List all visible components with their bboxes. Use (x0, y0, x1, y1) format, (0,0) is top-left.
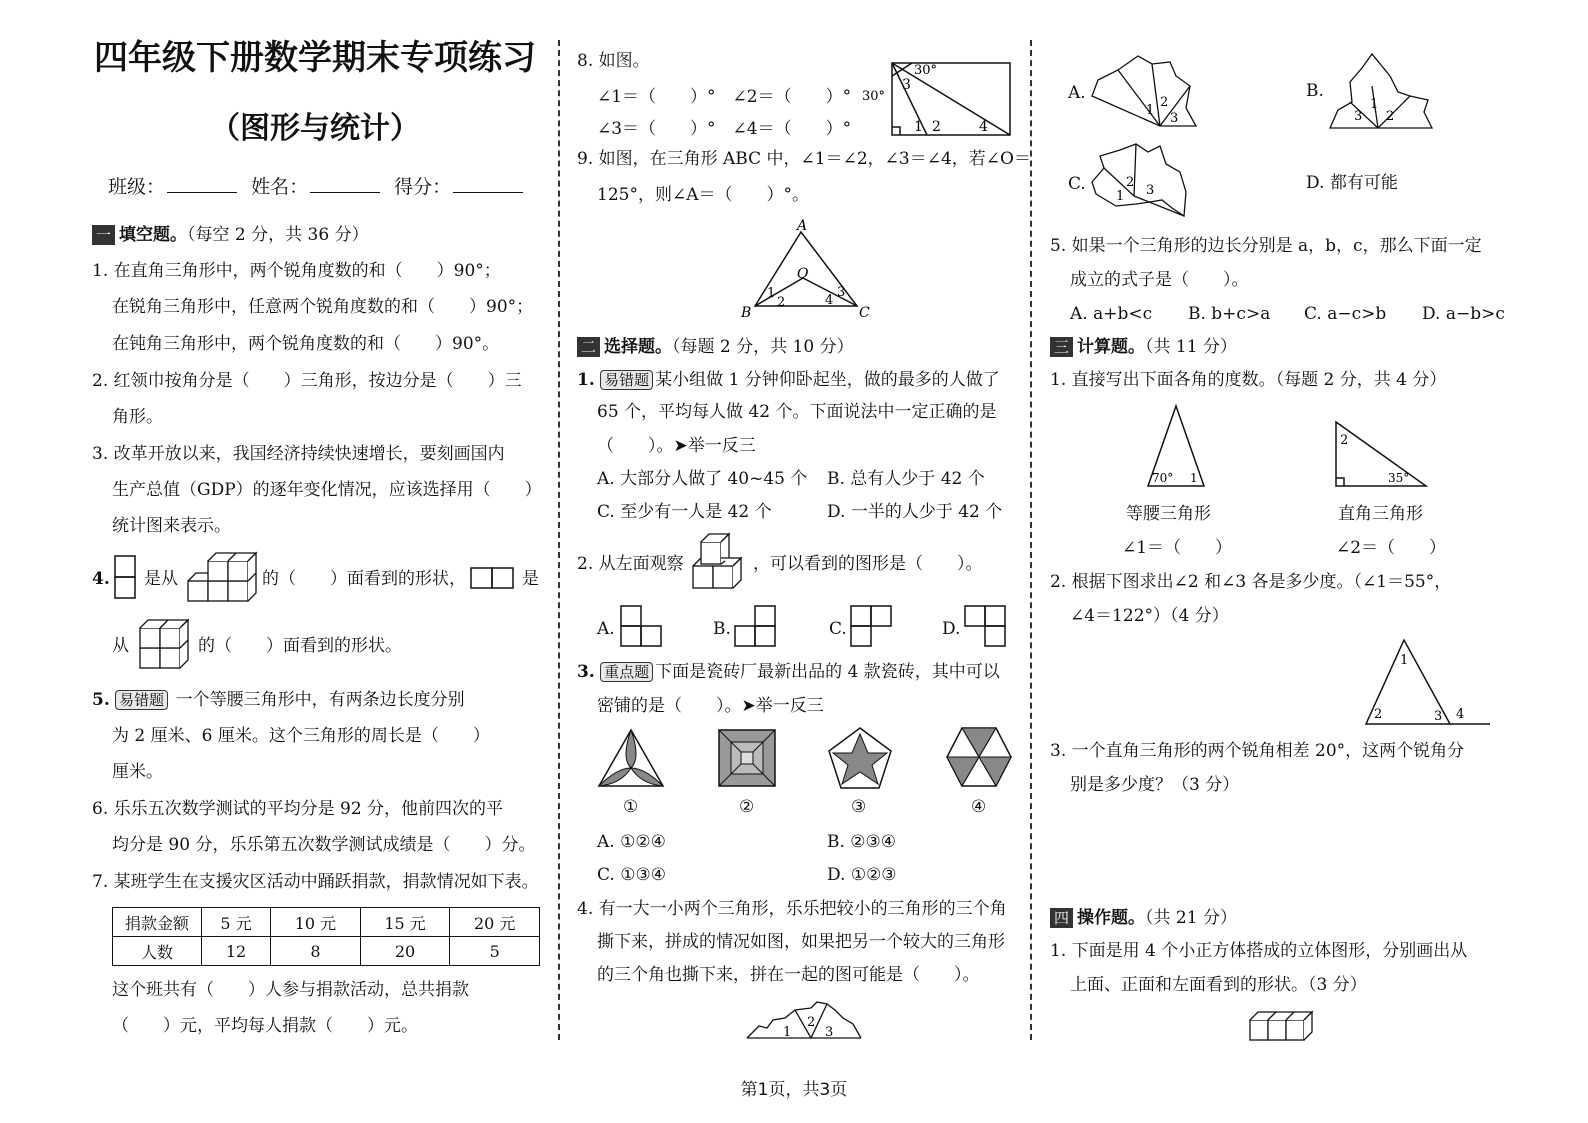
table-cell: 5 (450, 937, 540, 966)
k3-line1: 3. 一个直角三角形的两个锐角相差 20°，这两个锐角分 (1050, 741, 1465, 761)
c4-option-b-figure (1328, 52, 1438, 132)
k1-line1: 1. 直接写出下面各角的度数。（每题 2 分，共 4 分） (1050, 370, 1447, 390)
svg-text:1: 1 (1190, 471, 1198, 485)
svg-text:B: B (741, 305, 752, 321)
score-blank[interactable] (453, 192, 523, 193)
q8-rectangle-figure (862, 58, 1017, 138)
page-subtitle: （图形与统计） (210, 111, 420, 146)
q4-cube-stack-2 (138, 620, 194, 672)
q7-line2: 这个班共有（ ）人参与捐款活动，总共捐款 (112, 980, 469, 1000)
c5-option-d[interactable]: D. a−b>c (1422, 304, 1505, 324)
tile-label-4: ④ (971, 797, 987, 817)
k1-answer-1: ∠1＝（ ） (1122, 538, 1233, 558)
c5-line1: 5. 如果一个三角形的边长分别是 a，b，c，那么下面一定 (1050, 236, 1482, 256)
table-cell: 人数 (113, 937, 202, 966)
c1-option-a[interactable]: A. 大部分人做了 40~45 个 (597, 469, 808, 489)
svg-text:2: 2 (932, 119, 941, 135)
right-triangle-label: 直角三角形 (1338, 504, 1423, 524)
svg-text:A: A (797, 218, 808, 234)
c3-line1: 3. 重点题 下面是瓷砖厂最新出品的 4 款瓷砖，其中可以 (577, 662, 1000, 682)
table-header-row (113, 908, 540, 937)
column-divider-2 (1030, 40, 1032, 1040)
svg-text:3: 3 (1146, 183, 1155, 198)
q4-text3: 是 (522, 569, 539, 589)
name-blank[interactable] (310, 192, 380, 193)
table-cell: 8 (271, 937, 361, 966)
q3-line2: 生产总值（GDP）的逐年变化情况，应该选择用（ ） (112, 480, 542, 500)
q4-text1: 是从 (144, 569, 178, 589)
right-triangle-figure (1332, 420, 1432, 490)
q7-line1: 7. 某班学生在支援灾区活动中踊跃捐款，捐款情况如下表。 (92, 872, 539, 892)
c3-option-b[interactable]: B. ②③④ (827, 832, 897, 852)
svg-text:3: 3 (825, 1025, 834, 1040)
table-cell: 15 元 (360, 908, 450, 937)
svg-text:3: 3 (1170, 111, 1179, 126)
c1-tag: 易错题 (600, 370, 653, 390)
section-4-badge: 四 (1050, 908, 1073, 928)
c1-option-b[interactable]: B. 总有人少于 42 个 (827, 469, 985, 489)
section-4-heading: 四 操作题。（共 21 分） (1050, 908, 1237, 928)
c1-line1: 1. 易错题 某小组做 1 分钟仰卧起坐，做的最多的人做了 (577, 370, 1000, 390)
table-cell: 10 元 (271, 908, 361, 937)
section-2-badge: 二 (577, 337, 600, 357)
q4-number: 4. (92, 569, 110, 589)
c4-option-b[interactable]: B. (1306, 81, 1324, 101)
svg-text:35°: 35° (1388, 471, 1410, 485)
svg-text:2: 2 (807, 1015, 816, 1030)
q6-line2: 均分是 90 分，乐乐第五次数学测试成绩是（ ）分。 (112, 835, 536, 855)
q4-text4: 从 (112, 636, 129, 656)
tile-3-pentagon-star (827, 726, 893, 792)
q7-line3: （ ）元，平均每人捐款（ ）元。 (112, 1016, 418, 1036)
c2-option-c[interactable]: C. (829, 619, 847, 639)
q4-cube-stack-1 (186, 553, 258, 605)
c2-option-b-shape (733, 604, 779, 650)
q5-line1: 5. 易错题 一个等腰三角形中，有两条边长度分别 (92, 690, 465, 710)
score-label: 得分： (394, 176, 452, 198)
svg-text:1: 1 (1400, 653, 1409, 668)
svg-text:3: 3 (837, 285, 846, 300)
tile-1-triangle-petals (597, 728, 667, 790)
svg-text:2: 2 (1160, 95, 1169, 110)
q4-vertical-two-squares (114, 555, 138, 601)
c1-line3: （ ）。➤举一反三 (597, 436, 756, 456)
svg-text:3: 3 (902, 77, 911, 93)
q5-line3: 厘米。 (112, 762, 163, 782)
donation-table (112, 907, 540, 966)
column-2 (577, 0, 1031, 1060)
c3-option-a[interactable]: A. ①②④ (597, 832, 666, 852)
q8-line3: ∠3＝（ ）° ∠4＝（ ）° (597, 119, 852, 139)
c4-option-c-figure (1090, 142, 1200, 224)
tile-2-square (717, 728, 779, 790)
svg-text:1: 1 (767, 286, 776, 301)
q3-line3: 统计图来表示。 (112, 516, 231, 536)
k3-line2: 别是多少度？（3 分） (1070, 775, 1240, 795)
isosceles-label: 等腰三角形 (1126, 504, 1211, 524)
c5-option-b[interactable]: B. b+c>a (1188, 304, 1271, 324)
svg-text:3: 3 (1354, 109, 1363, 124)
q2-line2: 角形。 (112, 407, 163, 427)
section-3-badge: 三 (1050, 337, 1073, 357)
q8-angle-30-left: 30° (862, 89, 886, 104)
table-cell: 12 (202, 937, 271, 966)
q5-tag: 易错题 (115, 690, 168, 710)
column-3 (1050, 0, 1505, 1060)
column-divider-1 (558, 40, 560, 1040)
o1-line2: 上面、正面和左面看到的形状。（3 分） (1070, 975, 1367, 995)
svg-text:3: 3 (1434, 709, 1443, 724)
q4-text5: 的（ ）面看到的形状。 (198, 636, 402, 656)
student-info (108, 172, 531, 199)
c1-option-c[interactable]: C. 至少有一人是 42 个 (597, 502, 772, 522)
svg-text:2: 2 (1374, 707, 1383, 722)
isosceles-triangle-figure (1146, 404, 1206, 490)
c3-line2: 密铺的是（ ）。➤举一反三 (597, 696, 824, 716)
c2-line1: 2. 从左面观察 (577, 554, 684, 574)
table-cell: 20 元 (450, 908, 540, 937)
o1-cube-row-figure (1248, 1008, 1314, 1044)
q4-text2: 的（ ）面看到的形状， (262, 569, 466, 589)
c2-option-c-shape (849, 604, 895, 650)
c4-line1: 4. 有一大一小两个三角形，乐乐把较小的三角形的三个角 (577, 899, 1007, 919)
svg-text:70°: 70° (1152, 471, 1174, 485)
c4-option-a-figure (1090, 52, 1200, 132)
section-2-heading: 二 选择题。（每题 2 分，共 10 分） (577, 337, 854, 357)
svg-text:2: 2 (1126, 175, 1135, 190)
k2-line2: ∠4＝122°）（4 分） (1070, 606, 1229, 626)
svg-text:C: C (859, 305, 870, 321)
tile-label-3: ③ (851, 797, 867, 817)
q9-line2: 125°，则∠A＝（ ）°。 (597, 185, 809, 205)
svg-text:4: 4 (825, 293, 834, 308)
name-label: 姓名： (251, 176, 309, 198)
q8-line2: ∠1＝（ ）° ∠2＝（ ）° (597, 87, 852, 107)
svg-text:2: 2 (1386, 109, 1395, 124)
svg-text:1: 1 (1146, 103, 1155, 118)
svg-text:O: O (797, 266, 809, 282)
q9-triangle-figure (737, 218, 877, 323)
c4-option-a[interactable]: A. (1068, 83, 1086, 103)
c5-option-a[interactable]: A. a+b<c (1070, 304, 1153, 324)
k1-answer-2: ∠2＝（ ） (1336, 538, 1447, 558)
c1-option-d[interactable]: D. 一半的人少于 42 个 (827, 502, 1003, 522)
q1-line1: 1. 在直角三角形中，两个锐角度数的和（ ）90°； (92, 261, 501, 281)
svg-text:1: 1 (1370, 97, 1379, 112)
q8-angle-30-top: 30° (914, 63, 938, 78)
table-cell: 20 (360, 937, 450, 966)
c4-option-c[interactable]: C. (1068, 174, 1086, 194)
c2-option-a[interactable]: A. (597, 619, 615, 639)
q3-line1: 3. 改革开放以来，我国经济持续快速增长，要刻画国内 (92, 444, 505, 464)
c2-option-d-shape (963, 604, 1009, 650)
c3-option-c[interactable]: C. ①③④ (597, 865, 666, 885)
section-1-heading: 一 填空题。（每空 2 分，共 36 分） (92, 225, 369, 245)
page-title: 四年级下册数学期末专项练习 (94, 38, 536, 78)
c1-line2: 65 个，平均每人做 42 个。下面说法中一定正确的是 (597, 402, 997, 422)
table-cell: 捐款金额 (113, 908, 202, 937)
svg-text:4: 4 (979, 119, 988, 135)
q9-line1: 9. 如图，在三角形 ABC 中，∠1＝∠2，∠3＝∠4，若∠O＝ (577, 149, 1031, 169)
section-3-heading: 三 计算题。（共 11 分） (1050, 337, 1237, 357)
svg-text:2: 2 (1340, 433, 1349, 448)
q4-horizontal-two-squares (470, 567, 516, 591)
svg-text:1: 1 (914, 119, 923, 135)
tile-label-2: ② (739, 797, 755, 817)
class-blank[interactable] (167, 192, 237, 193)
c2-option-a-shape (619, 604, 665, 650)
o1-line1: 1. 下面是用 4 个小正方体搭成的立体图形，分别画出从 (1050, 941, 1468, 961)
q6-line1: 6. 乐乐五次数学测试的平均分是 92 分，他前四次的平 (92, 799, 504, 819)
c3-option-d[interactable]: D. ①②③ (827, 865, 897, 885)
c5-option-c[interactable]: C. a−c>b (1304, 304, 1387, 324)
c4-torn-angles-figure (745, 998, 865, 1042)
c3-tag: 重点题 (600, 662, 653, 682)
c2-cube-stack (691, 532, 747, 594)
c5-line2: 成立的式子是（ ）。 (1070, 270, 1249, 290)
q1-line3: 在钝角三角形中，两个锐角度数的和（ ）90°。 (112, 334, 500, 354)
tile-label-1: ① (623, 797, 639, 817)
svg-text:1: 1 (783, 1025, 792, 1040)
c2-line2: ，可以看到的图形是（ ）。 (753, 554, 983, 574)
q8-line1: 8. 如图。 (577, 51, 650, 71)
q2-line1: 2. 红领巾按角分是（ ）三角形，按边分是（ ）三 (92, 371, 522, 391)
class-label: 班级： (108, 176, 166, 198)
k2-triangle-figure (1364, 638, 1494, 728)
q5-line2: 为 2 厘米、6 厘米。这个三角形的周长是（ ） (112, 726, 490, 746)
column-1 (90, 0, 550, 1060)
c4-line2: 撕下来，拼成的情况如图，如果把另一个较大的三角形 (597, 932, 1005, 952)
svg-text:4: 4 (1456, 707, 1465, 722)
c4-option-d[interactable]: D. 都有可能 (1306, 173, 1398, 193)
table-row (113, 937, 540, 966)
k2-line1: 2. 根据下图求出∠2 和∠3 各是多少度。（∠1＝55°， (1050, 572, 1452, 592)
c4-line3: 的三个角也撕下来，拼在一起的图可能是（ ）。 (597, 965, 980, 985)
page-footer: 第1页，共3页 (740, 1080, 848, 1100)
c2-option-d[interactable]: D. (942, 619, 961, 639)
table-cell: 5 元 (202, 908, 271, 937)
section-1-badge: 一 (92, 225, 115, 245)
c2-option-b[interactable]: B. (713, 619, 731, 639)
q1-line2: 在锐角三角形中，任意两个锐角度数的和（ ）90°； (112, 297, 534, 317)
svg-text:2: 2 (777, 295, 786, 310)
tile-4-hexagon (945, 726, 1013, 790)
svg-text:1: 1 (1116, 189, 1125, 204)
